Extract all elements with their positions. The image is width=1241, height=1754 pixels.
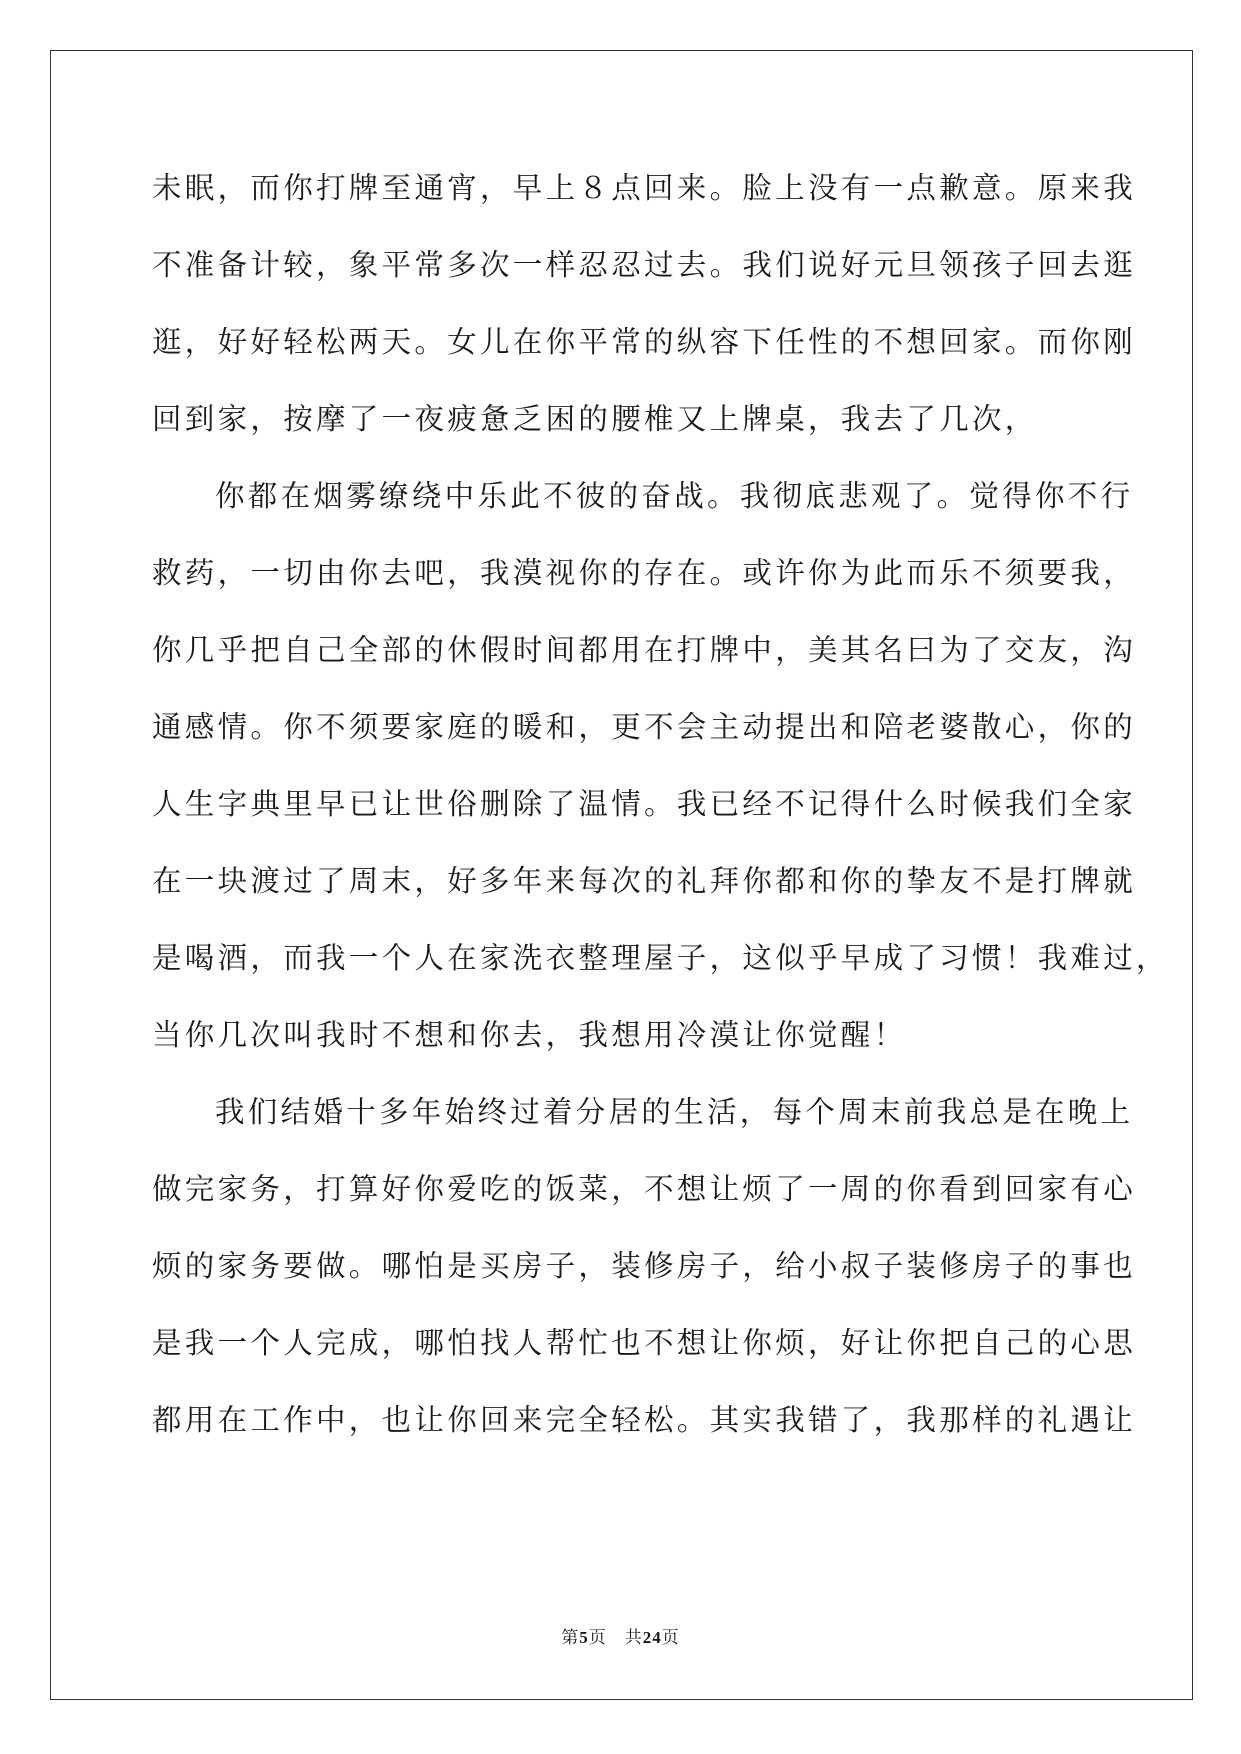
text-line: 未眠，而你打牌至通宵，早上８点回来。脸上没有一点歉意。原来我 bbox=[152, 171, 1137, 205]
text-line: 都用在工作中，也让你回来完全轻松。其实我错了，我那样的礼遇让 bbox=[152, 1403, 1137, 1437]
total-pages: 24 bbox=[642, 1628, 662, 1647]
text-line: 不准备计较，象平常多次一样忍忍过去。我们说好元旦领孩子回去逛 bbox=[152, 248, 1137, 282]
text-line: 是喝酒，而我一个人在家洗衣整理屋子，这似乎早成了习惯！我难过， bbox=[152, 941, 1169, 975]
text-line: 是我一个人完成，哪怕找人帮忙也不想让你烦，好让你把自己的心思 bbox=[152, 1326, 1137, 1360]
page-suffix: 页 bbox=[588, 1628, 607, 1648]
paragraph-first-line: 我们结婚十多年始终过着分居的生活，每个周末前我总是在晚上 bbox=[215, 1095, 1134, 1129]
text-line: 做完家务，打算好你爱吃的饭菜，不想让烦了一周的你看到回家有心 bbox=[152, 1172, 1137, 1206]
text-line: 你几乎把自己全部的休假时间都用在打牌中，美其名曰为了交友，沟 bbox=[152, 633, 1137, 667]
total-suffix: 页 bbox=[661, 1628, 680, 1648]
text-line: 烦的家务要做。哪怕是买房子，装修房子，给小叔子装修房子的事也 bbox=[152, 1249, 1137, 1283]
text-line: 回到家，按摩了一夜疲惫乏困的腰椎又上牌桌，我去了几次， bbox=[152, 402, 1038, 436]
paragraph-first-line: 你都在烟雾缭绕中乐此不彼的奋战。我彻底悲观了。觉得你不行 bbox=[215, 479, 1134, 513]
page-number: 5 bbox=[579, 1628, 589, 1647]
text-line: 逛，好好轻松两天。女儿在你平常的纵容下任性的不想回家。而你刚 bbox=[152, 325, 1137, 359]
document-body bbox=[152, 160, 1169, 1469]
total-prefix: 共 bbox=[624, 1628, 643, 1648]
text-line: 救药，一切由你去吧，我漠视你的存在。或许你为此而乐不须要我， bbox=[152, 556, 1137, 590]
page-footer bbox=[0, 1623, 1241, 1648]
page-prefix: 第 bbox=[561, 1628, 580, 1648]
text-line: 在一块渡过了周末，好多年来每次的礼拜你都和你的挚友不是打牌就 bbox=[152, 864, 1137, 898]
text-line: 通感情。你不须要家庭的暖和，更不会主动提出和陪老婆散心，你的 bbox=[152, 710, 1137, 744]
text-line: 人生字典里早已让世俗删除了温情。我已经不记得什么时候我们全家 bbox=[152, 787, 1137, 821]
text-line: 当你几次叫我时不想和你去，我想用冷漠让你觉醒！ bbox=[152, 1018, 907, 1052]
